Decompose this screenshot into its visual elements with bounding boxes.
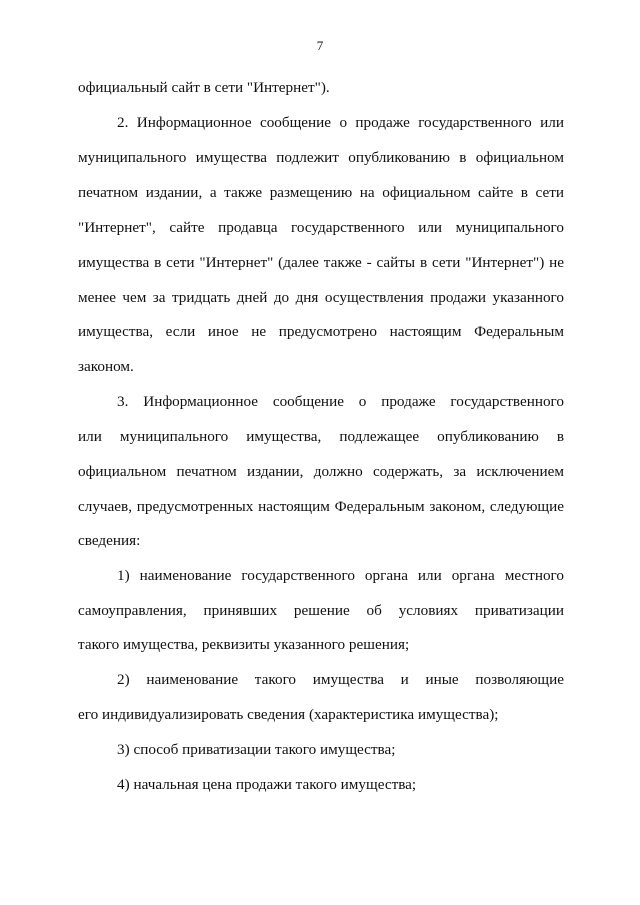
text-line: 2. Информационное сообщение о продаже государственного или	[117, 114, 564, 131]
text-line: сведения:	[78, 532, 141, 549]
text-line: или муниципального имущества, подлежащее опубликованию в	[78, 428, 564, 445]
text-line: такого имущества, реквизиты указанного решения;	[78, 636, 410, 653]
text-line: случаев, предусмотренных настоящим Федеральным законом, следующие	[78, 498, 564, 515]
text-line: менее чем за тридцать дней до дня осуществления продажи указанного	[78, 289, 564, 306]
text-line: печатном издании, а также размещению на официальном сайте в сети	[78, 184, 564, 201]
text-line: его индивидуализировать сведения (характеристика имущества);	[78, 706, 499, 723]
text-line: 1) наименование государственного органа или органа местного	[117, 567, 564, 584]
text-line: официальный сайт в сети "Интернет").	[78, 79, 330, 96]
text-line: 3) способ приватизации такого имущества;	[117, 741, 396, 758]
text-line: самоуправления, принявших решение об условиях приватизации	[78, 602, 564, 619]
text-line: имущества, если иное не предусмотрено настоящим Федеральным	[78, 323, 564, 340]
text-line: 2) наименование такого имущества и иные позволяющие	[117, 671, 564, 688]
text-line: 4) начальная цена продажи такого имущества;	[117, 776, 417, 793]
text-line: "Интернет", сайте продавца государственного или муниципального	[78, 219, 564, 236]
text-line: имущества в сети "Интернет" (далее также - сайты в сети "Интернет") не	[78, 254, 564, 271]
text-line: официальном печатном издании, должно содержать, за исключением	[78, 463, 564, 480]
text-line: законом.	[78, 358, 134, 375]
text-line: 3. Информационное сообщение о продаже государственного	[117, 393, 564, 410]
page-number: 7	[316, 38, 324, 53]
text-line: муниципального имущества подлежит опубликованию в официальном	[78, 149, 564, 166]
